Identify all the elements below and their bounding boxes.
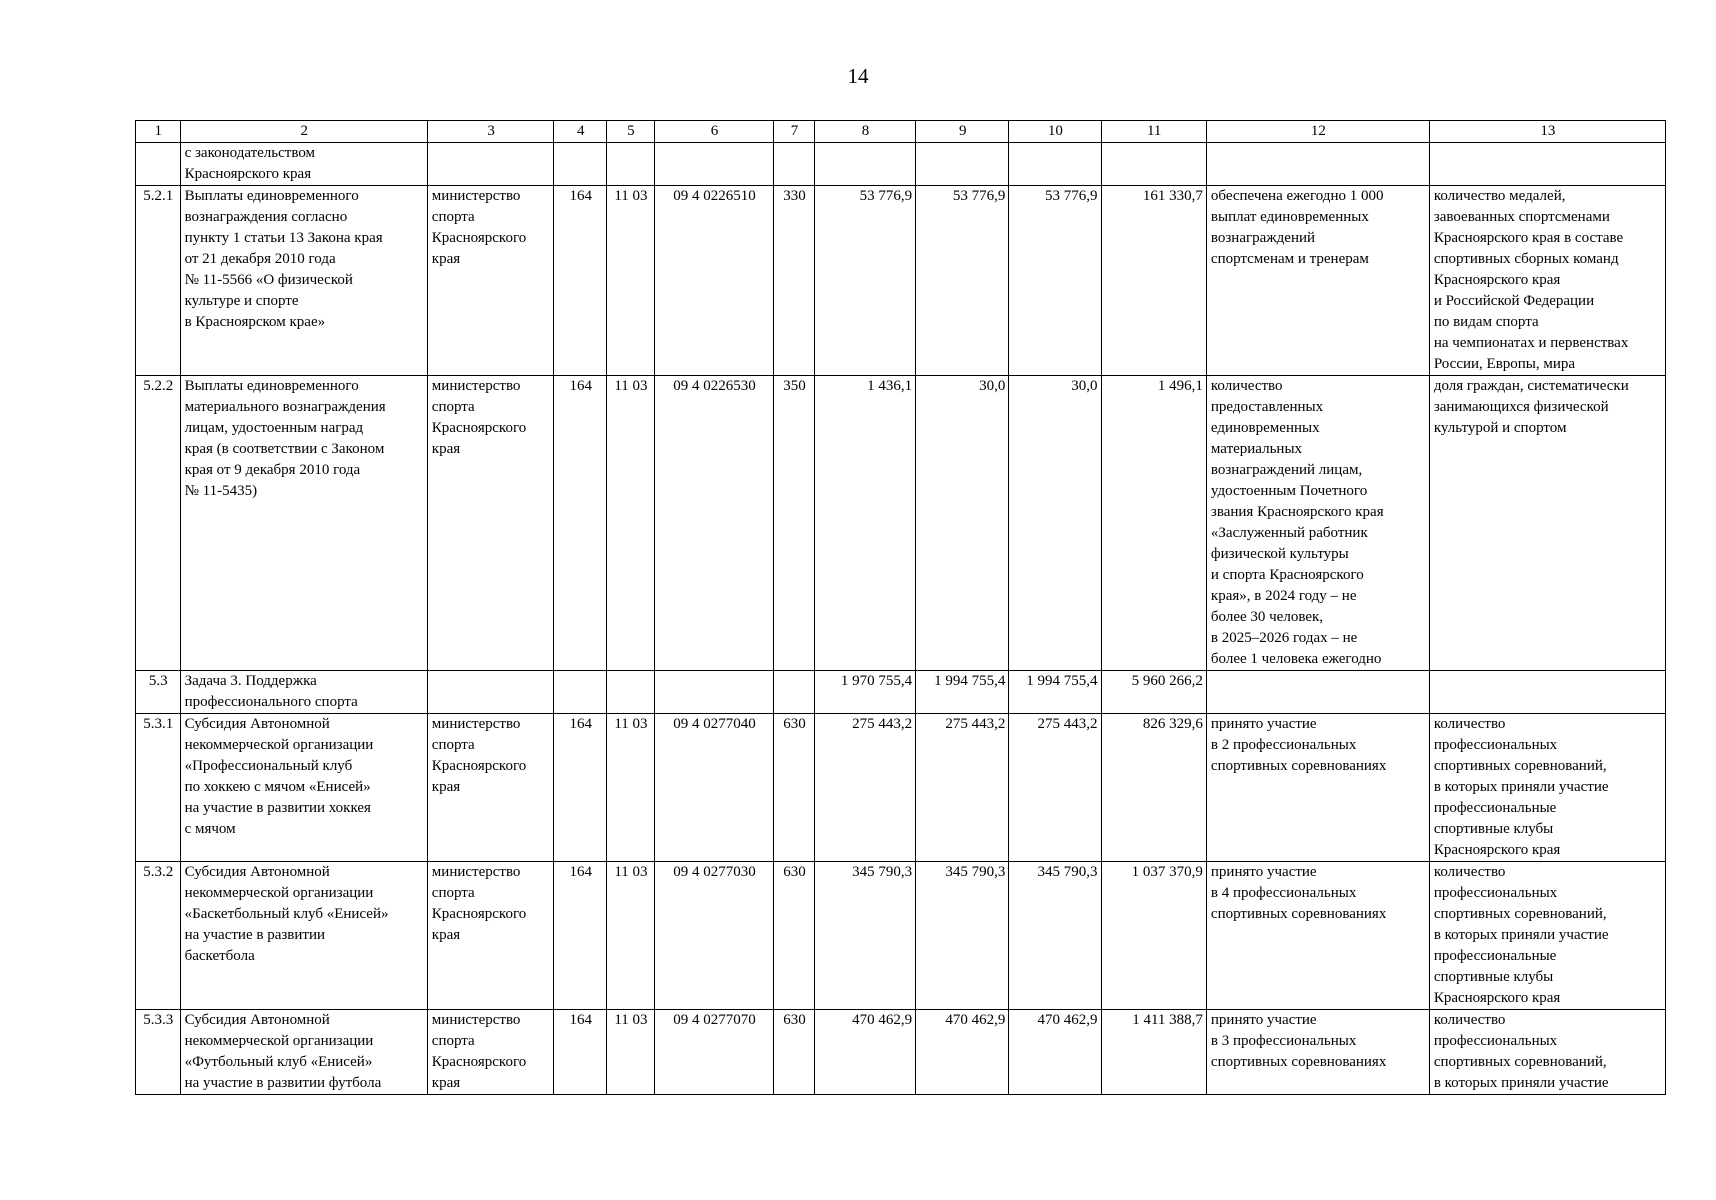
expected-result: принято участие в 4 профессиональных спортивных соревнованиях xyxy=(1206,862,1429,1010)
column-number: 3 xyxy=(427,121,554,143)
amount-2025 xyxy=(916,143,1009,186)
amount-2026: 345 790,3 xyxy=(1009,862,1101,1010)
grbs-code xyxy=(554,671,607,714)
table-row xyxy=(136,143,1666,186)
column-number: 1 xyxy=(136,121,181,143)
item-name: Задача 3. Поддержка профессионального спорта xyxy=(180,671,427,714)
section-code: 11 03 xyxy=(607,1010,655,1095)
item-name: Субсидия Автономной некоммерческой организации «Баскетбольный клуб «Енисей» на участие в развитии баскетбола xyxy=(180,862,427,1010)
item-number: 5.3.3 xyxy=(136,1010,181,1095)
column-number: 12 xyxy=(1206,121,1429,143)
item-number xyxy=(136,143,181,186)
item-name: Выплаты единовременного вознаграждения согласно пункту 1 статьи 13 Закона края от 21 декабря 2010 года № 11-5566 «О физической культуре и спорте в Красноярском крае» xyxy=(180,186,427,376)
amount-2025: 53 776,9 xyxy=(916,186,1009,376)
indicator: количество профессиональных спортивных соревнований, в которых приняли участие профессиональные спортивные клубы Красноярского края xyxy=(1429,714,1665,862)
section-code xyxy=(607,671,655,714)
item-number: 5.3.2 xyxy=(136,862,181,1010)
table-row xyxy=(136,186,1666,376)
responsible-agency xyxy=(427,143,554,186)
grbs-code: 164 xyxy=(554,376,607,671)
column-number: 5 xyxy=(607,121,655,143)
amount-2024 xyxy=(814,143,915,186)
amount-2025: 345 790,3 xyxy=(916,862,1009,1010)
section-code xyxy=(607,143,655,186)
item-name: Субсидия Автономной некоммерческой организации «Футбольный клуб «Енисей» на участие в развитии футбола xyxy=(180,1010,427,1095)
amount-2024: 470 462,9 xyxy=(814,1010,915,1095)
expense-type-code: 630 xyxy=(774,714,815,862)
responsible-agency xyxy=(427,671,554,714)
item-number: 5.2.2 xyxy=(136,376,181,671)
amount-total: 826 329,6 xyxy=(1101,714,1206,862)
grbs-code: 164 xyxy=(554,186,607,376)
section-code: 11 03 xyxy=(607,714,655,862)
column-number: 7 xyxy=(774,121,815,143)
target-article-code xyxy=(654,671,774,714)
column-number: 4 xyxy=(554,121,607,143)
amount-2024: 275 443,2 xyxy=(814,714,915,862)
expense-type-code xyxy=(774,143,815,186)
section-code: 11 03 xyxy=(607,862,655,1010)
expense-type-code xyxy=(774,671,815,714)
column-number: 11 xyxy=(1101,121,1206,143)
indicator: количество профессиональных спортивных соревнований, в которых приняли участие xyxy=(1429,1010,1665,1095)
table-row xyxy=(136,862,1666,1010)
column-number: 10 xyxy=(1009,121,1101,143)
item-number: 5.2.1 xyxy=(136,186,181,376)
amount-2024: 53 776,9 xyxy=(814,186,915,376)
expected-result xyxy=(1206,671,1429,714)
column-number-row xyxy=(136,121,1666,143)
expense-type-code: 630 xyxy=(774,862,815,1010)
expense-type-code: 350 xyxy=(774,376,815,671)
amount-2026: 53 776,9 xyxy=(1009,186,1101,376)
responsible-agency: министерство спорта Красноярского края xyxy=(427,376,554,671)
amount-2024: 1 970 755,4 xyxy=(814,671,915,714)
table-row xyxy=(136,1010,1666,1095)
indicator xyxy=(1429,671,1665,714)
column-number: 8 xyxy=(814,121,915,143)
expected-result: принято участие в 2 профессиональных спортивных соревнованиях xyxy=(1206,714,1429,862)
amount-2026: 470 462,9 xyxy=(1009,1010,1101,1095)
grbs-code: 164 xyxy=(554,862,607,1010)
table-row xyxy=(136,376,1666,671)
grbs-code xyxy=(554,143,607,186)
expense-type-code: 630 xyxy=(774,1010,815,1095)
target-article-code: 09 4 0277040 xyxy=(654,714,774,862)
indicator: количество медалей, завоеванных спортсменами Красноярского края в составе спортивных сборных команд Красноярского края и Российской Федерации по видам спорта на чемпионатах и первенствах России, Европы, мира xyxy=(1429,186,1665,376)
amount-2025: 1 994 755,4 xyxy=(916,671,1009,714)
amount-2025: 275 443,2 xyxy=(916,714,1009,862)
amount-2026: 1 994 755,4 xyxy=(1009,671,1101,714)
amount-2025: 30,0 xyxy=(916,376,1009,671)
item-name: с законодательством Красноярского края xyxy=(180,143,427,186)
responsible-agency: министерство спорта Красноярского края xyxy=(427,714,554,862)
expected-result: количество предоставленных единовременных материальных вознаграждений лицам, удостоенным Почетного звания Красноярского края «Заслуженный работник физической культуры и спорта Красноярского края», в 2024 году – не более 30 человек, в 2025–2026 годах – не более 1 человека ежегодно xyxy=(1206,376,1429,671)
amount-2024: 1 436,1 xyxy=(814,376,915,671)
amount-total: 5 960 266,2 xyxy=(1101,671,1206,714)
target-article-code: 09 4 0277070 xyxy=(654,1010,774,1095)
amount-total: 1 037 370,9 xyxy=(1101,862,1206,1010)
grbs-code: 164 xyxy=(554,1010,607,1095)
column-number: 9 xyxy=(916,121,1009,143)
indicator: доля граждан, систематически занимающихся физической культурой и спортом xyxy=(1429,376,1665,671)
expense-type-code: 330 xyxy=(774,186,815,376)
target-article-code: 09 4 0277030 xyxy=(654,862,774,1010)
section-code: 11 03 xyxy=(607,376,655,671)
section-code: 11 03 xyxy=(607,186,655,376)
item-name: Выплаты единовременного материального вознаграждения лицам, удостоенным наград края (в соответствии с Законом края от 9 декабря 2010 года № 11-5435) xyxy=(180,376,427,671)
indicator xyxy=(1429,143,1665,186)
target-article-code: 09 4 0226510 xyxy=(654,186,774,376)
expected-result: принято участие в 3 профессиональных спортивных соревнованиях xyxy=(1206,1010,1429,1095)
indicator: количество профессиональных спортивных соревнований, в которых приняли участие профессиональные спортивные клубы Красноярского края xyxy=(1429,862,1665,1010)
amount-2026: 30,0 xyxy=(1009,376,1101,671)
page-number: 14 xyxy=(847,64,869,88)
amount-total: 1 496,1 xyxy=(1101,376,1206,671)
expected-result xyxy=(1206,143,1429,186)
column-number: 13 xyxy=(1429,121,1665,143)
table-row xyxy=(136,714,1666,862)
item-name: Субсидия Автономной некоммерческой организации «Профессиональный клуб по хоккею с мячом «Енисей» на участие в развитии хоккея с мячом xyxy=(180,714,427,862)
responsible-agency: министерство спорта Красноярского края xyxy=(427,862,554,1010)
amount-2026: 275 443,2 xyxy=(1009,714,1101,862)
table-row xyxy=(136,671,1666,714)
responsible-agency: министерство спорта Красноярского края xyxy=(427,186,554,376)
target-article-code: 09 4 0226530 xyxy=(654,376,774,671)
program-table xyxy=(135,120,1666,1095)
amount-2024: 345 790,3 xyxy=(814,862,915,1010)
expected-result: обеспечена ежегодно 1 000 выплат единовременных вознаграждений спортсменам и тренерам xyxy=(1206,186,1429,376)
amount-2025: 470 462,9 xyxy=(916,1010,1009,1095)
amount-total xyxy=(1101,143,1206,186)
amount-total: 161 330,7 xyxy=(1101,186,1206,376)
item-number: 5.3.1 xyxy=(136,714,181,862)
responsible-agency: министерство спорта Красноярского края xyxy=(427,1010,554,1095)
amount-2026 xyxy=(1009,143,1101,186)
column-number: 2 xyxy=(180,121,427,143)
target-article-code xyxy=(654,143,774,186)
grbs-code: 164 xyxy=(554,714,607,862)
column-number: 6 xyxy=(654,121,774,143)
item-number: 5.3 xyxy=(136,671,181,714)
amount-total: 1 411 388,7 xyxy=(1101,1010,1206,1095)
